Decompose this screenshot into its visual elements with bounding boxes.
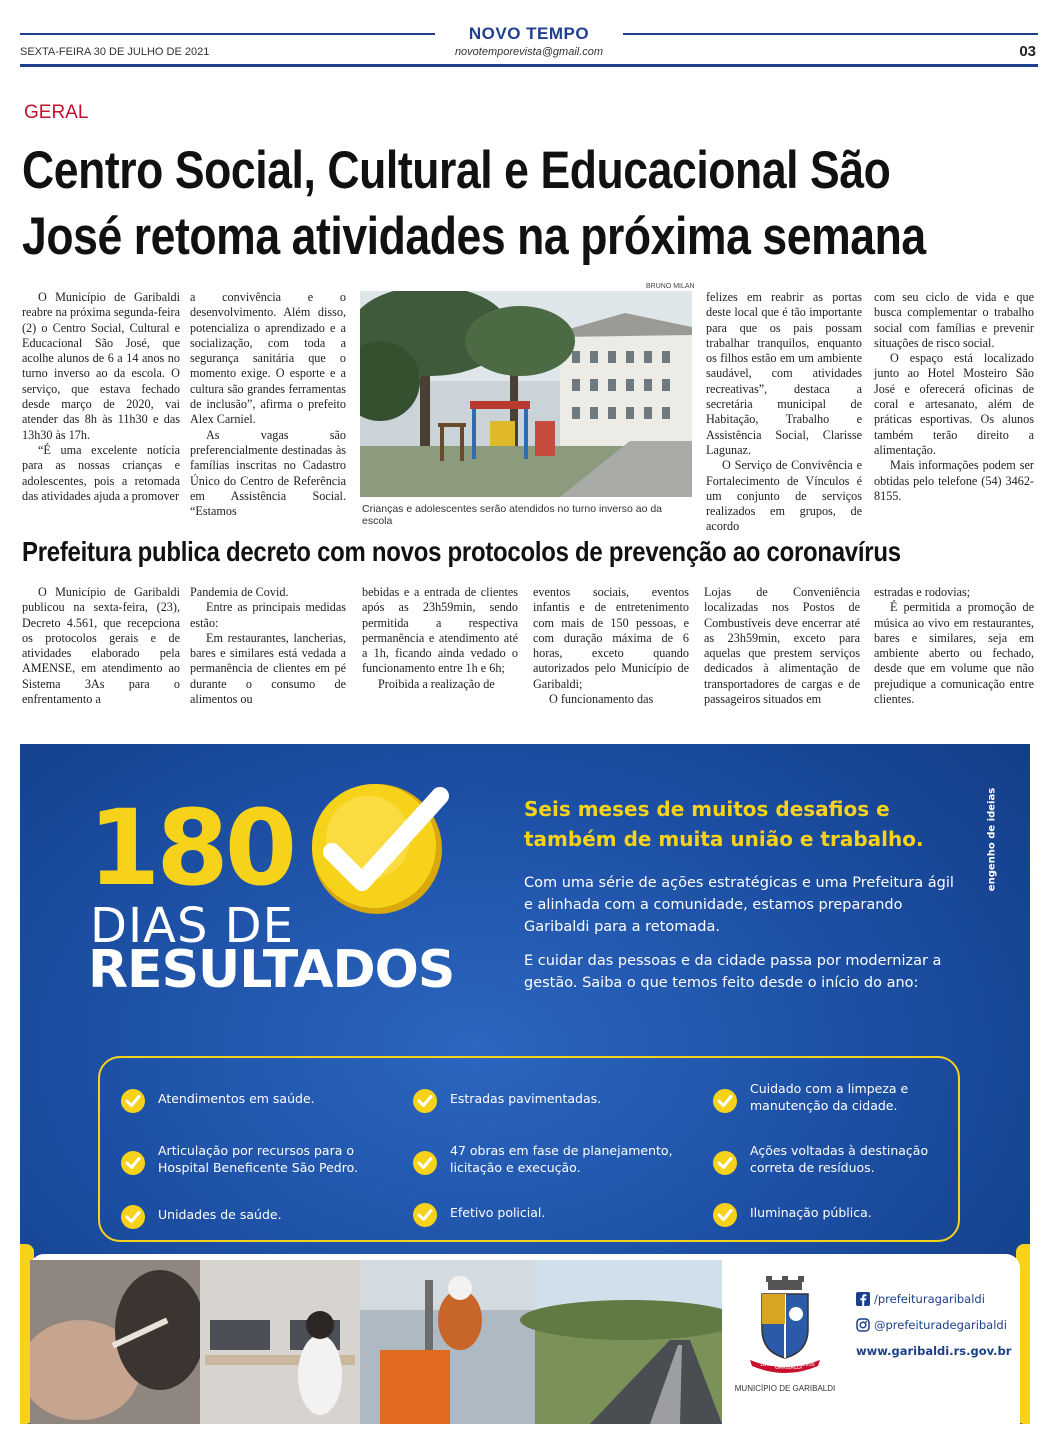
check-icon [712,1150,738,1176]
article2-headline: Prefeitura publica decreto com novos protocolos de prevenção ao coronavírus [22,536,901,567]
result-item [412,1088,601,1114]
municipality-label: MUNICÍPIO DE GARIBALDI [734,1384,836,1393]
result-item-text: manutenção da cidade. [750,1098,898,1113]
article-paragraph: bebidas e a entrada de clientes após as 23h59min, sendo permitida a respectiva permanência e atendimento até a 1h, ficando ainda vedado o funcionamento entre 1h e 6h; [362,585,518,676]
agency-credit [982,764,1002,944]
article-paragraph: Em restaurantes, lancherias, bares e similares está vedada a permanência de clientes em pé durante o consumo de alimentos ou [190,630,346,707]
headline-line1: Centro Social, Cultural e Educacional São [22,141,891,200]
check-icon [120,1088,146,1114]
result-item-text: Estradas pavimentadas. [450,1091,602,1106]
article1-column-2 [190,290,346,519]
article-paragraph: a convivência e o desenvolvimento. Além disso, potencializa o aprendizado e a socialização, com toda a segurança sanitária que o momento exige. O esporte e a cultura são grandes ferramentas de inclusão”, afirma o prefeito Alex Carniel. [190,290,346,427]
article-paragraph: felizes em reabrir as portas deste local que é tão importante para que os pais possam trabalhar tranquilos, enquanto os filhos estão em um ambiente saudável, com atividades recreativas”, destaca a secretária municipal de Habitação, Trabalho e Assistência Social, Clarisse Lagunaz. [706,290,862,457]
ad-subtitle-line1: Seis meses de muitos desafios e [524,797,890,821]
municipality-crest-icon [740,1274,830,1374]
playground-photo [360,291,692,497]
photo-credit: BRUNO MILAN [646,283,695,290]
result-item-text: 47 obras em fase de planejamento, [450,1143,673,1158]
section-label: GERAL [24,102,89,123]
issue-date: SEXTA-FEIRA 30 DE JULHO DE 2021 [20,46,210,58]
article1-headline [22,138,1038,270]
ad-subtitle-line2: também de muita união e trabalho. [524,827,924,851]
ad-line-resultados: RESULTADOS [88,940,455,1000]
result-item-text: Atendimentos em saúde. [158,1091,315,1106]
page-number: 03 [1019,43,1036,60]
article1-column-1 [22,290,180,504]
article-paragraph: O espaço está localizado junto ao Hotel Mosteiro São José e oferecerá oficinas de coral e artesanato, além de práticas esportivas. Os alunos também terão direito a alimentação. [874,351,1034,457]
ad-paragraph-1: Com uma série de ações estratégicas e uma Prefeitura ágil e alinhada com a comunidade, estamos preparando Garibaldi para a retomada. [524,875,954,935]
photo-caption: Crianças e adolescentes serão atendidos no turno inverso ao da escola [362,503,663,527]
article-paragraph: É permitida a promoção de música ao vivo em restaurantes, bares e similares, seja em ambiente aberto ou fechado, desde que em volume que não prejudique a comunicação entre clientes. [874,600,1034,707]
article-paragraph: O funcionamento das [549,692,654,707]
result-item-text: Unidades de saúde. [158,1207,282,1222]
article-paragraph: estradas e rodovias; [874,585,971,599]
check-icon [412,1150,438,1176]
result-item-text: licitação e execução. [450,1160,581,1175]
article2-column-3 [362,585,518,692]
article-paragraph: eventos sociais, eventos infantis e de entretenimento com mais de 150 pessoas, e com duração máxima de 6 horas, exceto quando autorizados pelo Município de Garibaldi; [533,585,689,691]
crest-year-left: 1870 [760,1362,773,1368]
article2-column-6 [874,585,1034,707]
article-paragraph: “É uma excelente notícia para as nossas crianças e adolescentes, pois a retomada das atividades ajuda a promover [22,442,180,503]
result-item [412,1140,673,1176]
result-item-text: Cuidado com a limpeza e [750,1081,909,1096]
prefeitura-advertisement [20,744,1030,1424]
result-item-text: correta de resíduos. [750,1160,875,1175]
instagram-handle: @prefeituradegaribaldi [874,1318,1007,1332]
result-item [712,1140,928,1176]
result-item [712,1202,872,1228]
result-item-text: Ações voltadas à destinação [750,1143,929,1158]
article-paragraph: O Serviço de Convivência e Fortalecimento de Vínculos é um conjunto de serviços realizados em grupos, de acordo [706,458,862,534]
article-paragraph: com seu ciclo de vida e que busca complementar o trabalho social com famílias e prevenir situações de risco social. [874,290,1034,350]
check-icon [712,1202,738,1228]
check-icon [712,1088,738,1114]
article-paragraph: Pandemia de Covid. [190,585,289,599]
crest-year-right: 1900 [802,1362,815,1368]
article-paragraph: Proibida a realização de [378,676,495,691]
photo-strip-illustration [30,1260,722,1424]
ad-line-dias-de: DIAS DE [90,898,294,954]
article1-column-3 [706,290,862,535]
facebook-handle: /prefeituragaribaldi [874,1292,985,1306]
check-badge-icon [302,774,452,924]
instagram-link[interactable] [856,1318,1007,1332]
result-item [412,1202,545,1228]
agency-name: engenho de ideias [986,787,998,892]
article-paragraph: Mais informações podem ser obtidas pelo telefone (54) 3462-8155. [874,458,1034,503]
article2-column-1 [22,585,180,707]
result-item [712,1078,908,1114]
check-icon [412,1202,438,1228]
article-paragraph: O Município de Garibaldi publicou na sexta-feira, (23), Decreto 4.561, que recepciona os protocolos gerais e de atividades elaborado pela AMENSE, em atendimento ao Sistema 3As para o enfrentamento a [22,585,180,707]
article2-column-2 [190,585,346,707]
crest-banner-text: GARIBALDI [775,1365,803,1371]
header-rule [20,64,1038,67]
result-item [120,1088,315,1114]
contact-email: novotemporevista@gmail.com [454,46,604,58]
instagram-icon [856,1318,870,1332]
check-icon [120,1204,146,1230]
result-item [120,1140,358,1176]
article1-column-4 [874,290,1034,504]
article2-column-4 [533,585,689,707]
article-paragraph: O Município de Garibaldi reabre na próxima segunda-feira (2) o Centro Social, Cultural e Educacional São José, que acolhe alunos de 6 a 14 anos no turno inverso ao da escola. O serviço, que estava fechado desde março de 2020, vai atender das 8h às 11h30 e das 13h30 às 17h. [22,290,181,442]
facebook-icon [856,1292,870,1306]
ad-big-number: 180 [88,787,294,909]
ad-paragraph-2: E cuidar das pessoas e da cidade passa por modernizar a gestão. Saiba o que temos feito desde o início do ano: [524,953,942,991]
article2-column-5 [704,585,860,707]
newspaper-name: NOVO TEMPO [468,24,590,43]
playground-photo-illustration [360,291,692,497]
result-item-text: Hospital Beneficente São Pedro. [158,1160,358,1175]
article-paragraph: Lojas de Conveniência localizadas nos Postos de Combustíveis deve encerrar até as 23h59min, exceto para aquelas que prestem serviços dedicados à alimentação de transportadores de cargas e de passageiros situados em [704,585,860,707]
ad-photo-strip [30,1260,722,1424]
website-link[interactable] [856,1344,1011,1358]
check-icon [120,1150,146,1176]
facebook-link[interactable] [856,1292,985,1306]
result-item [120,1204,282,1230]
result-item-text: Iluminação pública. [750,1205,872,1220]
headline-line2: José retoma atividades na próxima semana [22,207,926,266]
article-paragraph: As vagas são preferencialmente destinadas às famílias inscritas no Cadastro Único do Centro de Referência em Assistência Social. “Estamos [190,427,346,519]
result-item-text: Articulação por recursos para o [158,1143,354,1158]
ad-subtitle [524,794,964,854]
check-icon [412,1088,438,1114]
article-paragraph: Entre as principais medidas estão: [190,600,346,630]
website-url: www.garibaldi.rs.gov.br [856,1344,1012,1358]
result-item-text: Efetivo policial. [450,1205,546,1220]
